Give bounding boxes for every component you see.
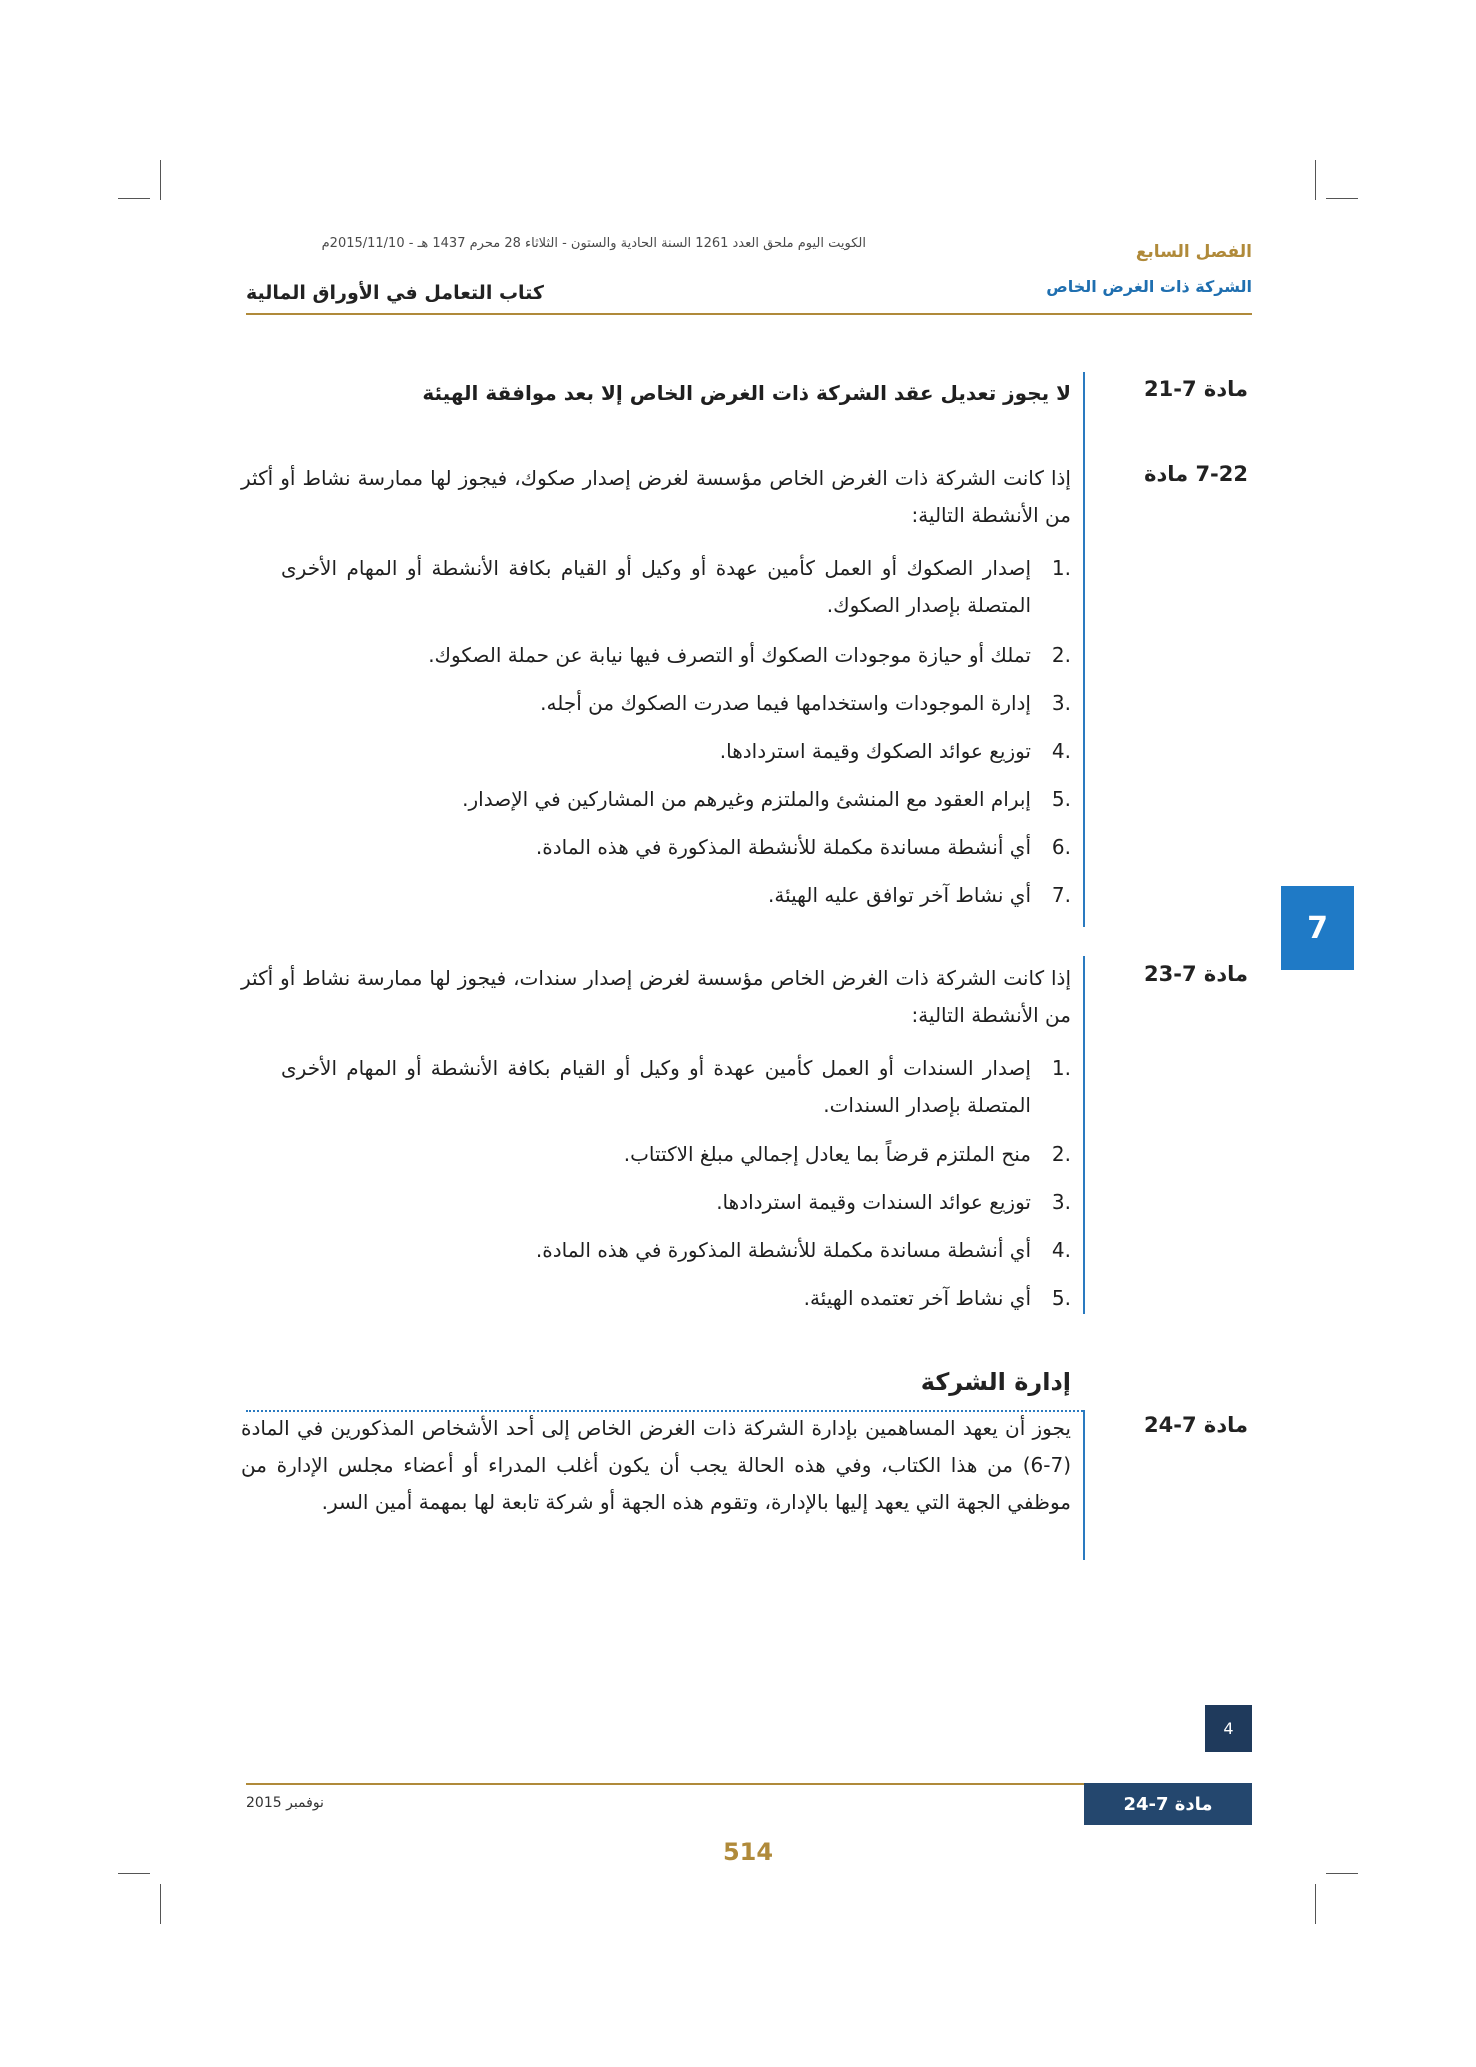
article-label-21: مادة 7-21 [1144,377,1248,401]
list-item [281,637,1071,674]
list-item [281,1136,1071,1173]
list-item [281,1050,1071,1124]
article-22-intro: إذا كانت الشركة ذات الغرض الخاص مؤسسة لغرض إصدار صكوك، فيجوز لها ممارسة نشاط أو أكثر من الأنشطة التالية: [241,466,1071,527]
article-label-23: مادة 7-23 [1144,962,1248,986]
item-text: توزيع عوائد السندات وقيمة استردادها. [716,1190,1031,1214]
item-text: تملك أو حيازة موجودات الصكوك أو التصرف فيها نيابة عن حملة الصكوك. [428,643,1031,667]
footer-rule [246,1783,1084,1785]
item-number: .2 [1051,1142,1071,1166]
list-item [281,1184,1071,1221]
header-rule [246,313,1252,315]
item-number: .6 [1051,835,1071,859]
crop-mark [160,160,161,200]
article-24-body: يجوز أن يعهد المساهمين بإدارة الشركة ذات الغرض الخاص إلى أحد الأشخاص المذكورين في المادة (7-6) من هذا الكتاب، وفي هذه الحالة يجب أن يكون أغلب المدراء أو أعضاء مجلس الإدارة من موظفي الجهة التي يعهد إليها بالإدارة، وتقوم هذه الجهة أو شركة تابعة لها بمهمة أمين السر. [241,1416,1071,1514]
item-text: إصدار الصكوك أو العمل كأمين عهدة أو وكيل أو القيام بكافة الأنشطة أو المهام الأخرى المتصلة بإصدار الصكوك. [281,556,1031,617]
section-title: الشركة ذات الغرض الخاص [1046,277,1252,296]
column-divider [1083,372,1085,927]
item-number: .2 [1051,643,1071,667]
crop-mark [1315,1884,1316,1924]
article-text-21 [241,375,1071,412]
chapter-tab: 7 [1281,886,1354,970]
item-text: أي نشاط آخر تعتمده الهيئة. [803,1286,1031,1310]
item-text: توزيع عوائد الصكوك وقيمة استردادها. [719,739,1031,763]
item-number: .1 [1051,1056,1071,1080]
article-text-24 [241,1410,1071,1521]
item-number: .3 [1051,691,1071,715]
item-text: أي أنشطة مساندة مكملة للأنشطة المذكورة في هذه المادة. [535,835,1031,859]
list-item [281,550,1071,624]
item-text: إبرام العقود مع المنشئ والملتزم وغيرهم من المشاركين في الإصدار. [462,787,1031,811]
list-item [281,829,1071,866]
item-text: إدارة الموجودات واستخدامها فيما صدرت الصكوك من أجله. [540,691,1031,715]
article-23-intro: إذا كانت الشركة ذات الغرض الخاص مؤسسة لغرض إصدار سندات، فيجوز لها ممارسة نشاط أو أكثر من الأنشطة التالية: [241,966,1071,1027]
gazette-meta: الكويت اليوم ملحق العدد 1261 السنة الحادية والستون - الثلاثاء 28 محرم 1437 هـ - 2015/11/10م [321,236,866,251]
article-label-24: مادة 7-24 [1144,1413,1248,1437]
article-21-body: لا يجوز تعديل عقد الشركة ذات الغرض الخاص إلا بعد موافقة الهيئة [422,381,1071,405]
book-title: كتاب التعامل في الأوراق المالية [246,282,544,304]
item-text: إصدار السندات أو العمل كأمين عهدة أو وكيل أو القيام بكافة الأنشطة أو المهام الأخرى المتصلة بإصدار السندات. [281,1056,1031,1117]
crop-mark [1315,160,1316,200]
list-item [281,1232,1071,1269]
item-number: .7 [1051,883,1071,907]
list-item [281,877,1071,914]
section-subheading: إدارة الشركة [920,1368,1071,1396]
item-text: منح الملتزم قرضاً بما يعادل إجمالي مبلغ الاكتتاب. [623,1142,1031,1166]
crop-mark [160,1884,161,1924]
footer-date: نوفمبر 2015 [246,1795,324,1811]
item-number: .4 [1051,739,1071,763]
item-number: .1 [1051,556,1071,580]
item-text: أي أنشطة مساندة مكملة للأنشطة المذكورة في هذه المادة. [535,1238,1031,1262]
crop-mark [1326,1873,1358,1874]
column-divider [1083,1410,1085,1560]
item-number: .5 [1051,1286,1071,1310]
item-number: .3 [1051,1190,1071,1214]
crop-mark [118,1873,150,1874]
page-box: 4 [1205,1705,1252,1752]
item-number: .4 [1051,1238,1071,1262]
item-number: .5 [1051,787,1071,811]
list-item [281,1280,1071,1317]
list-item [281,733,1071,770]
crop-mark [118,198,150,199]
list-item [281,781,1071,818]
crop-mark [1326,198,1358,199]
list-item [281,685,1071,722]
item-text: أي نشاط آخر توافق عليه الهيئة. [768,883,1031,907]
article-label-22: 7-22 مادة [1144,462,1248,486]
column-divider [1083,956,1085,1314]
article-intro-23 [241,960,1071,1034]
page-number: 514 [722,1838,774,1866]
chapter-title: الفصل السابع [1135,242,1252,262]
footer-article-ref: مادة 7-24 [1084,1783,1252,1825]
article-intro-22 [241,460,1071,534]
